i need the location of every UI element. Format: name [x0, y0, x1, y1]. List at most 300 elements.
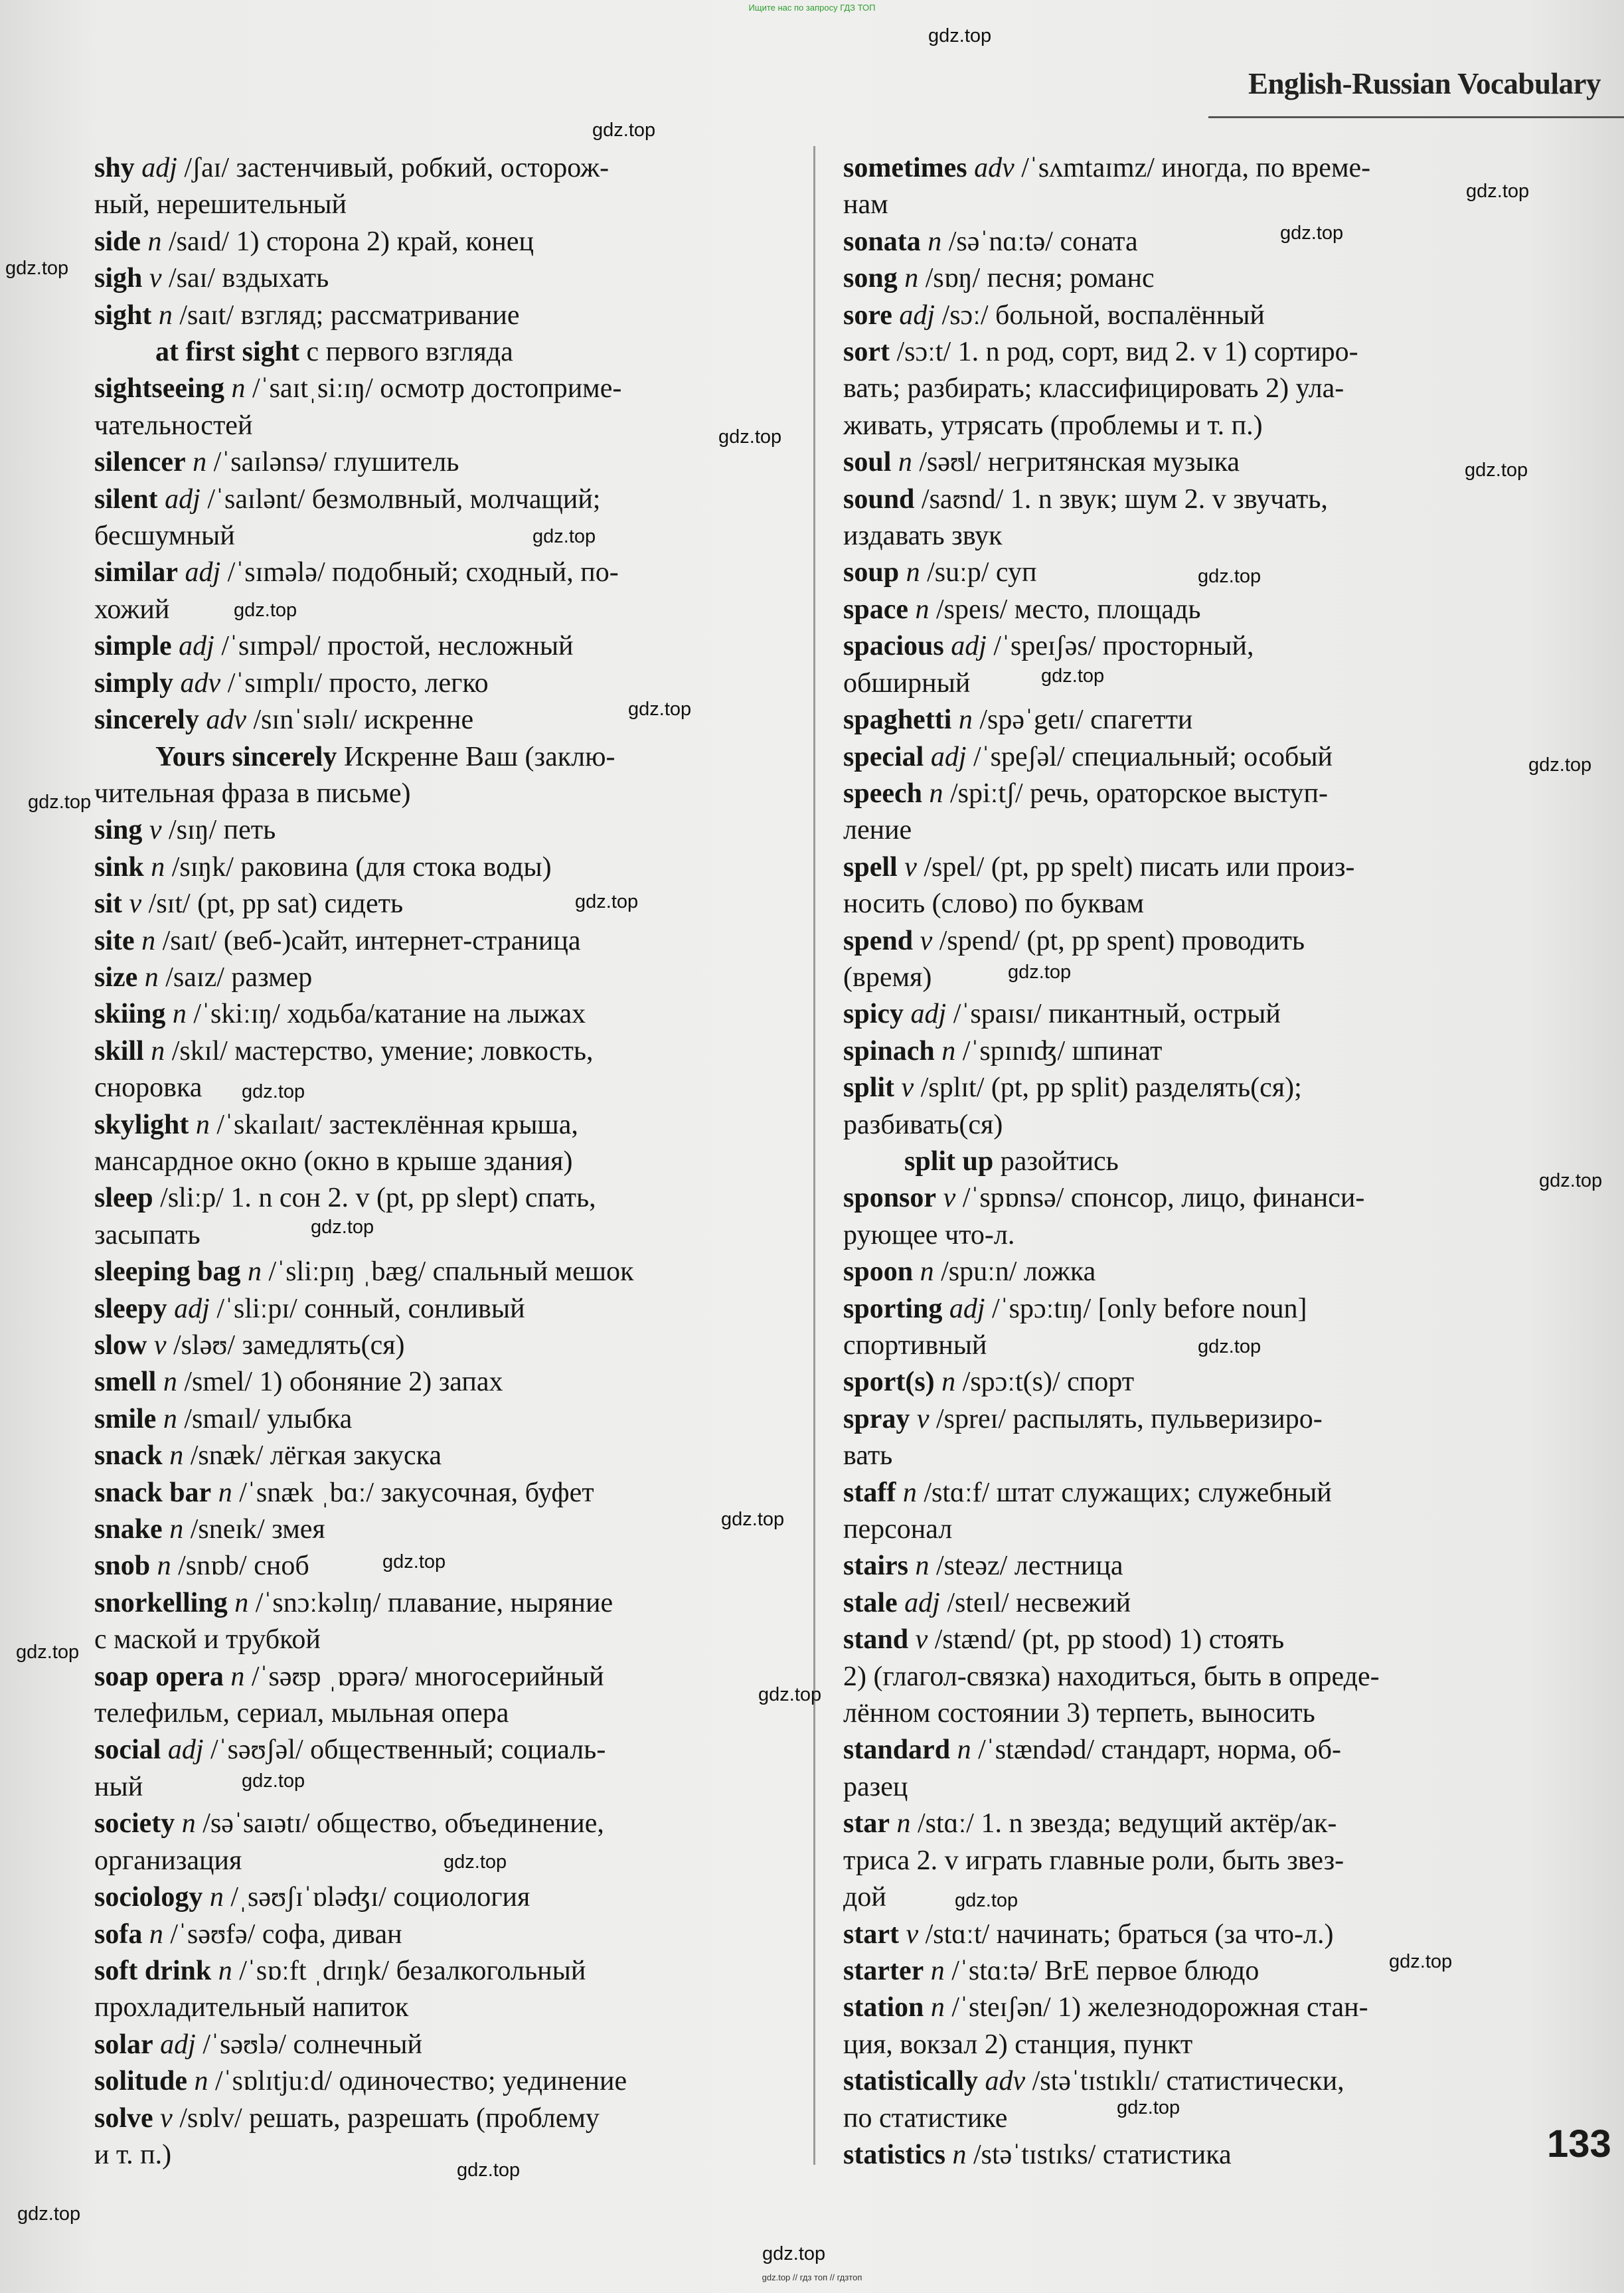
headword: shy — [94, 153, 135, 183]
part-of-speech: n — [958, 705, 973, 736]
headword: simply — [94, 667, 174, 699]
headword: split up — [904, 1146, 994, 1177]
watermark: gdz.top — [16, 1642, 80, 1663]
dictionary-entry — [94, 1254, 818, 1290]
watermark: gdz.top — [1528, 754, 1592, 776]
definition: чательностей — [94, 410, 253, 441]
definition: по статистике — [843, 2102, 1008, 2134]
headword: start — [843, 1918, 899, 1950]
dictionary-entry — [94, 260, 818, 297]
definition: /sɔː/ больной, воспалённый — [935, 299, 1265, 331]
entry-continuation — [843, 1327, 1527, 1364]
part-of-speech: n — [930, 1992, 945, 2023]
dictionary-entry — [843, 849, 1527, 886]
definition: разбивать(ся) — [843, 1109, 1003, 1140]
part-of-speech: n — [172, 999, 187, 1030]
part-of-speech: adv — [985, 2066, 1026, 2097]
headword: Yours sincerely — [155, 741, 337, 772]
dictionary-entry — [94, 371, 818, 407]
part-of-speech: n — [957, 1735, 971, 1766]
headword: sight — [94, 299, 152, 331]
definition: /ˈskaɪlaɪt/ застеклённая крыша, — [209, 1109, 578, 1140]
part-of-speech: n — [231, 373, 246, 404]
definition: с маской и трубкой — [94, 1624, 321, 1656]
part-of-speech: n — [158, 299, 173, 331]
part-of-speech: n — [930, 1955, 945, 1986]
part-of-speech: n — [928, 226, 942, 257]
dictionary-entry — [94, 1879, 818, 1916]
watermark: gdz.top — [1117, 2097, 1180, 2118]
definition: /ˈsteɪʃən/ 1) железнодорожная стан- — [944, 1992, 1368, 2023]
definition: сноровка — [94, 1072, 203, 1104]
watermark: gdz.top — [17, 2203, 81, 2225]
part-of-speech: n — [141, 925, 156, 956]
headword: at first sight — [155, 337, 299, 368]
part-of-speech: n — [218, 1477, 232, 1508]
definition: /ˈsnɔːkəlɪŋ/ плавание, ныряние — [248, 1587, 613, 1618]
headword: soup — [843, 557, 900, 588]
headword: similar — [94, 557, 178, 588]
definition: /ˈsliːpɪ/ сонный, сонливый — [209, 1293, 525, 1324]
part-of-speech: n — [149, 1918, 163, 1950]
headword: spray — [843, 1403, 910, 1434]
headword: spacious — [843, 631, 944, 662]
headword: spend — [843, 925, 914, 956]
dictionary-entry — [94, 665, 818, 702]
entry-continuation — [843, 2100, 1527, 2137]
watermark: gdz.top — [955, 1890, 1018, 1911]
definition: /sliːp/ 1. n сон 2. v (pt, pp slept) спать, — [153, 1183, 596, 1214]
definition: нам — [843, 189, 888, 220]
dictionary-entry — [94, 297, 818, 334]
definition: /speɪs/ место, площадь — [929, 594, 1201, 625]
entry-continuation — [843, 1217, 1527, 1254]
definition: и т. п.) — [94, 2139, 172, 2170]
header-rule — [1208, 116, 1624, 118]
dictionary-entry — [94, 1438, 818, 1474]
definition: /saɪz/ размер — [158, 962, 313, 993]
definition: /stɑː/ 1. n звезда; ведущий актёр/ак- — [910, 1808, 1337, 1839]
part-of-speech: adj — [160, 2029, 196, 2060]
dictionary-entry — [843, 1291, 1527, 1327]
part-of-speech: n — [920, 1256, 934, 1288]
definition: носить (слово) по буквам — [843, 889, 1144, 920]
definition: /ˈsəʊlə/ солнечный — [195, 2029, 422, 2060]
part-of-speech: adj — [174, 1293, 210, 1324]
part-of-speech: n — [898, 447, 912, 478]
dictionary-entry — [94, 1659, 818, 1695]
watermark: gdz.top — [592, 120, 656, 141]
dictionary-entry — [843, 1916, 1527, 1953]
definition: /skɪl/ мастерство, умение; ловкость, — [165, 1035, 594, 1066]
dictionary-entry — [843, 1990, 1527, 2026]
definition: засыпать — [94, 1219, 201, 1250]
entry-continuation — [94, 1769, 818, 1806]
definition: хожий — [94, 594, 170, 625]
headword: smell — [94, 1367, 157, 1398]
headword: spinach — [843, 1035, 935, 1066]
dictionary-entry — [843, 334, 1527, 371]
definition: (время) — [843, 962, 932, 993]
definition: /saɪ/ вздыхать — [161, 263, 329, 294]
definition: ция, вокзал 2) станция, пункт — [843, 2029, 1193, 2060]
definition: /stɑːt/ начинать; браться (за что-л.) — [918, 1918, 1334, 1950]
entry-continuation — [94, 2137, 818, 2173]
definition: /sləʊ/ замедлять(ся) — [166, 1330, 405, 1361]
entry-continuation — [94, 408, 818, 444]
definition: /stəˈtɪstɪks/ статистика — [966, 2139, 1232, 2170]
headword: starter — [843, 1955, 924, 1986]
entry-continuation — [94, 187, 818, 223]
dictionary-entry — [94, 1511, 818, 1548]
definition: триса 2. v играть главные роли, быть звез- — [843, 1845, 1344, 1876]
definition: издавать звук — [843, 521, 1003, 552]
watermark: gdz.top — [1280, 222, 1344, 244]
part-of-speech: n — [941, 1367, 956, 1398]
headword: staff — [843, 1477, 896, 1508]
dictionary-entry — [94, 812, 818, 849]
dictionary-entry — [94, 224, 818, 260]
part-of-speech: adj — [141, 153, 177, 183]
definition: /ˈsɪmpəl/ простой, несложный — [214, 631, 574, 662]
definition: /ˈspɔːtɪŋ/ [only before noun] — [985, 1293, 1307, 1324]
entry-continuation — [843, 1438, 1527, 1474]
definition: /snɒb/ сноб — [171, 1551, 309, 1582]
entry-continuation — [843, 1107, 1527, 1144]
part-of-speech: v — [160, 2102, 173, 2134]
part-of-speech: n — [151, 851, 165, 883]
watermark: gdz.top — [5, 258, 69, 279]
headword: sonata — [843, 226, 921, 257]
part-of-speech: v — [943, 1183, 956, 1214]
dictionary-entry — [94, 1180, 818, 1217]
dictionary-entry — [843, 1585, 1527, 1622]
entry-continuation — [94, 1217, 818, 1254]
dictionary-entry — [843, 923, 1527, 960]
part-of-speech: adj — [930, 741, 967, 772]
part-of-speech: n — [904, 263, 919, 294]
dictionary-entry — [94, 1916, 818, 1953]
dictionary-entry — [843, 260, 1527, 297]
watermark: gdz.top — [628, 699, 692, 720]
watermark: gdz.top — [718, 426, 782, 448]
headword: society — [94, 1808, 175, 1839]
headword: snob — [94, 1551, 151, 1582]
part-of-speech: n — [915, 594, 930, 625]
part-of-speech: adv — [974, 153, 1015, 183]
headword: snack — [94, 1440, 163, 1472]
dictionary-entry — [94, 1806, 818, 1842]
headword: side — [94, 226, 141, 257]
definition: /spreɪ/ распылять, пульверизиро- — [929, 1403, 1323, 1434]
dictionary-entry — [94, 849, 818, 886]
definition: /ˈstændəd/ стандарт, норма, об- — [971, 1735, 1341, 1766]
headword: special — [843, 741, 924, 772]
definition: с первого взгляда — [299, 337, 513, 368]
definition: /spəˈgetɪ/ спагетти — [972, 705, 1193, 736]
part-of-speech: n — [147, 226, 162, 257]
entry-continuation — [843, 408, 1527, 444]
part-of-speech: n — [915, 1551, 930, 1582]
part-of-speech: n — [234, 1587, 249, 1618]
definition: /spiːtʃ/ речь, ораторское выступ- — [943, 778, 1328, 809]
dictionary-entry — [94, 1475, 818, 1511]
headword: skylight — [94, 1109, 189, 1140]
definition: /ˈsaɪtˌsiːɪŋ/ осмотр достоприме- — [245, 373, 622, 404]
part-of-speech: n — [929, 778, 943, 809]
dictionary-entry — [94, 1107, 818, 1144]
headword: simple — [94, 631, 172, 662]
part-of-speech: v — [149, 263, 162, 294]
definition: ный, нерешительный — [94, 189, 347, 220]
definition: /ˈsaɪlənsə/ глушитель — [206, 447, 459, 478]
part-of-speech: adv — [180, 667, 221, 699]
dictionary-entry — [94, 1291, 818, 1327]
part-of-speech: adj — [185, 557, 221, 588]
part-of-speech: v — [916, 1403, 930, 1434]
definition: /ˈsɪmələ/ подобный; сходный, по- — [220, 557, 619, 588]
dictionary-entry — [94, 150, 818, 187]
top-banner: Ищите нас по запросу ГДЗ ТОП — [748, 3, 876, 13]
definition: /suːp/ суп — [920, 557, 1037, 588]
watermark: gdz.top — [575, 891, 639, 912]
dictionary-entry — [843, 2063, 1527, 2100]
definition: /smaɪl/ улыбка — [177, 1403, 353, 1434]
watermark: gdz.top — [1389, 1951, 1453, 1972]
part-of-speech: adj — [951, 631, 987, 662]
headword: silent — [94, 483, 158, 515]
definition: /ˈsəʊp ˌɒpərə/ многосерийный — [244, 1661, 604, 1692]
watermark: gdz.top — [1198, 566, 1261, 587]
definition: ление — [843, 815, 912, 846]
definition: /saɪt/ (веб-)сайт, интернет-страница — [155, 925, 581, 956]
headword: sightseeing — [94, 373, 225, 404]
entry-continuation — [843, 886, 1527, 922]
headword: sofa — [94, 1918, 143, 1950]
definition: /ˈspɪnɪʤ/ шпинат — [955, 1035, 1163, 1066]
watermark: gdz.top — [457, 2160, 521, 2181]
dictionary-entry — [843, 224, 1527, 260]
dictionary-entry — [843, 1401, 1527, 1438]
dictionary-entry — [843, 2137, 1527, 2173]
dictionary-entry — [94, 334, 818, 371]
definition: бесшумный — [94, 521, 235, 552]
headword: sleepy — [94, 1293, 167, 1324]
dictionary-entry — [94, 996, 818, 1033]
definition: /saɪt/ взгляд; рассматривание — [172, 299, 520, 331]
definition: /ˈspeʃəl/ специальный; особый — [966, 741, 1333, 772]
definition: /ˈsnæk ˌbɑː/ закусочная, буфет — [232, 1477, 594, 1508]
definition: лённом состоянии 3) терпеть, выносить — [843, 1698, 1315, 1729]
definition: /steəz/ лестница — [929, 1551, 1123, 1582]
part-of-speech: n — [902, 1477, 917, 1508]
right-column — [843, 150, 1530, 2173]
part-of-speech: n — [181, 1808, 196, 1839]
headword: sincerely — [94, 705, 199, 736]
headword: skiing — [94, 999, 166, 1030]
part-of-speech: n — [144, 962, 159, 993]
headword: split — [843, 1072, 895, 1104]
part-of-speech: n — [169, 1440, 184, 1472]
dictionary-entry — [94, 923, 818, 960]
entry-continuation — [843, 371, 1527, 407]
definition: /saɪd/ 1) сторона 2) край, конец — [161, 226, 534, 257]
headword: station — [843, 1992, 924, 2023]
entry-continuation — [843, 1843, 1527, 1879]
headword: site — [94, 925, 135, 956]
watermark: gdz.top — [1041, 665, 1105, 687]
part-of-speech: adv — [206, 705, 247, 736]
dictionary-entry — [94, 554, 818, 591]
definition: вать — [843, 1440, 893, 1472]
dictionary-entry — [94, 1585, 818, 1622]
entry-continuation — [843, 1769, 1527, 1806]
headword: spell — [843, 851, 898, 883]
watermark: gdz.top — [532, 526, 596, 547]
definition: /ˌsəʊʃɪˈɒləʤɪ/ социология — [223, 1882, 530, 1913]
definition: /spɔːt(s)/ спорт — [955, 1367, 1135, 1398]
definition: /ˈstɑːtə/ BrE первое блюдо — [944, 1955, 1259, 1986]
part-of-speech: v — [915, 1624, 928, 1656]
headword: sink — [94, 851, 144, 883]
part-of-speech: v — [901, 1072, 914, 1104]
dictionary-entry — [94, 1953, 818, 1990]
watermark: gdz.top — [242, 1081, 305, 1102]
headword: soft drink — [94, 1955, 212, 1986]
headword: sore — [843, 299, 892, 331]
part-of-speech: adj — [179, 631, 214, 662]
dictionary-entry — [94, 960, 818, 996]
dictionary-entry — [843, 150, 1527, 187]
part-of-speech: adj — [949, 1293, 985, 1324]
definition: /ˈsliːpɪŋ ˌbæg/ спальный мешок — [262, 1256, 634, 1288]
dictionary-entry — [843, 739, 1527, 776]
watermark: gdz.top — [311, 1217, 374, 1238]
entry-continuation — [843, 2027, 1527, 2063]
definition: /spel/ (pt, pp spelt) писать или произ- — [916, 851, 1355, 883]
entry-continuation — [843, 1659, 1527, 1695]
headword: size — [94, 962, 138, 993]
headword: skill — [94, 1035, 144, 1066]
headword: sport(s) — [843, 1367, 935, 1398]
definition: персонал — [843, 1514, 953, 1545]
dictionary-entry — [94, 1364, 818, 1401]
dictionary-entry — [843, 1622, 1527, 1658]
definition: организация — [94, 1845, 242, 1876]
dictionary-entry — [843, 1732, 1527, 1768]
definition: /ˈspɒnsə/ спонсор, лицо, финанси- — [955, 1183, 1365, 1214]
dictionary-entry — [843, 592, 1527, 628]
definition: Искренне Ваш (заклю- — [337, 741, 615, 772]
headword: statistically — [843, 2066, 978, 2097]
dictionary-entry — [94, 1401, 818, 1438]
headword: sponsor — [843, 1183, 937, 1214]
part-of-speech: n — [906, 557, 920, 588]
watermark: gdz.top — [928, 25, 992, 46]
definition: /sɪt/ (pt, pp sat) сидеть — [141, 889, 404, 920]
part-of-speech: adj — [904, 1587, 940, 1618]
definition: живать, утрясать (проблемы и т. п.) — [843, 410, 1263, 441]
watermark: gdz.top — [382, 1551, 446, 1572]
dictionary-entry — [843, 702, 1527, 738]
headword: social — [94, 1735, 161, 1766]
definition: /ˈspaɪsɪ/ пикантный, острый — [946, 999, 1281, 1030]
dictionary-entry — [94, 739, 818, 776]
definition: /sɪnˈsɪəlɪ/ искренне — [246, 705, 474, 736]
headword: sleeping bag — [94, 1256, 241, 1288]
definition: разец — [843, 1771, 908, 1802]
headword: smile — [94, 1403, 157, 1434]
definition: спортивный — [843, 1330, 987, 1361]
headword: snake — [94, 1514, 163, 1545]
definition: /sɪŋ/ петь — [161, 815, 276, 846]
definition: разойтись — [993, 1146, 1119, 1177]
watermark: gdz.top — [234, 600, 297, 621]
watermark: gdz.top — [28, 792, 92, 813]
entry-continuation — [843, 518, 1527, 554]
part-of-speech: v — [129, 889, 142, 920]
entry-continuation — [94, 1144, 818, 1180]
headword: song — [843, 263, 898, 294]
dictionary-entry — [94, 2027, 818, 2063]
dictionary-entry — [843, 1033, 1527, 1070]
headword: snack bar — [94, 1477, 212, 1508]
entry-continuation — [843, 1695, 1527, 1732]
definition: /splɪt/ (pt, pp split) разделять(ся); — [914, 1072, 1302, 1104]
part-of-speech: n — [194, 2066, 208, 2097]
headword: sigh — [94, 263, 143, 294]
part-of-speech: adj — [910, 999, 947, 1030]
definition: вать; разбирать; классифицировать 2) ула- — [843, 373, 1344, 404]
watermark: gdz.top — [444, 1851, 507, 1873]
headword: slow — [94, 1330, 147, 1361]
definition: дой — [843, 1882, 886, 1913]
definition: /spend/ (pt, pp spent) проводить — [932, 925, 1305, 956]
running-head: English-Russian Vocabulary — [1248, 67, 1601, 100]
definition: /ˈspeɪʃəs/ просторный, — [986, 631, 1254, 662]
headword: solitude — [94, 2066, 188, 2097]
dictionary-entry — [94, 1327, 818, 1364]
part-of-speech: n — [218, 1955, 232, 1986]
watermark: gdz.top — [1198, 1336, 1261, 1357]
dictionary-entry — [843, 1254, 1527, 1290]
dictionary-entry — [843, 628, 1527, 665]
dictionary-entry — [843, 996, 1527, 1033]
definition: обширный — [843, 667, 971, 699]
headword: snorkelling — [94, 1587, 228, 1618]
part-of-speech: v — [904, 851, 917, 883]
headword: sporting — [843, 1293, 943, 1324]
part-of-speech: n — [941, 1035, 956, 1066]
dictionary-entry — [843, 481, 1527, 518]
definition: /stəˈtɪstɪklɪ/ статистически, — [1025, 2066, 1344, 2097]
dictionary-entry — [94, 1033, 818, 1070]
headword: sleep — [94, 1183, 153, 1214]
definition: /səˈsaɪətɪ/ общество, объединение, — [195, 1808, 604, 1839]
dictionary-entry — [94, 444, 818, 481]
entry-continuation — [843, 812, 1527, 849]
definition: ный — [94, 1771, 143, 1802]
headword: sociology — [94, 1882, 203, 1913]
entry-continuation — [843, 187, 1527, 223]
part-of-speech: n — [169, 1514, 184, 1545]
definition: 2) (глагол-связка) находиться, быть в опреде- — [843, 1661, 1380, 1692]
watermark: gdz.top — [721, 1509, 785, 1530]
definition: /səʊl/ негритянская музыка — [912, 447, 1240, 478]
headword: sound — [843, 483, 915, 515]
part-of-speech: v — [153, 1330, 167, 1361]
entry-continuation — [94, 518, 818, 554]
